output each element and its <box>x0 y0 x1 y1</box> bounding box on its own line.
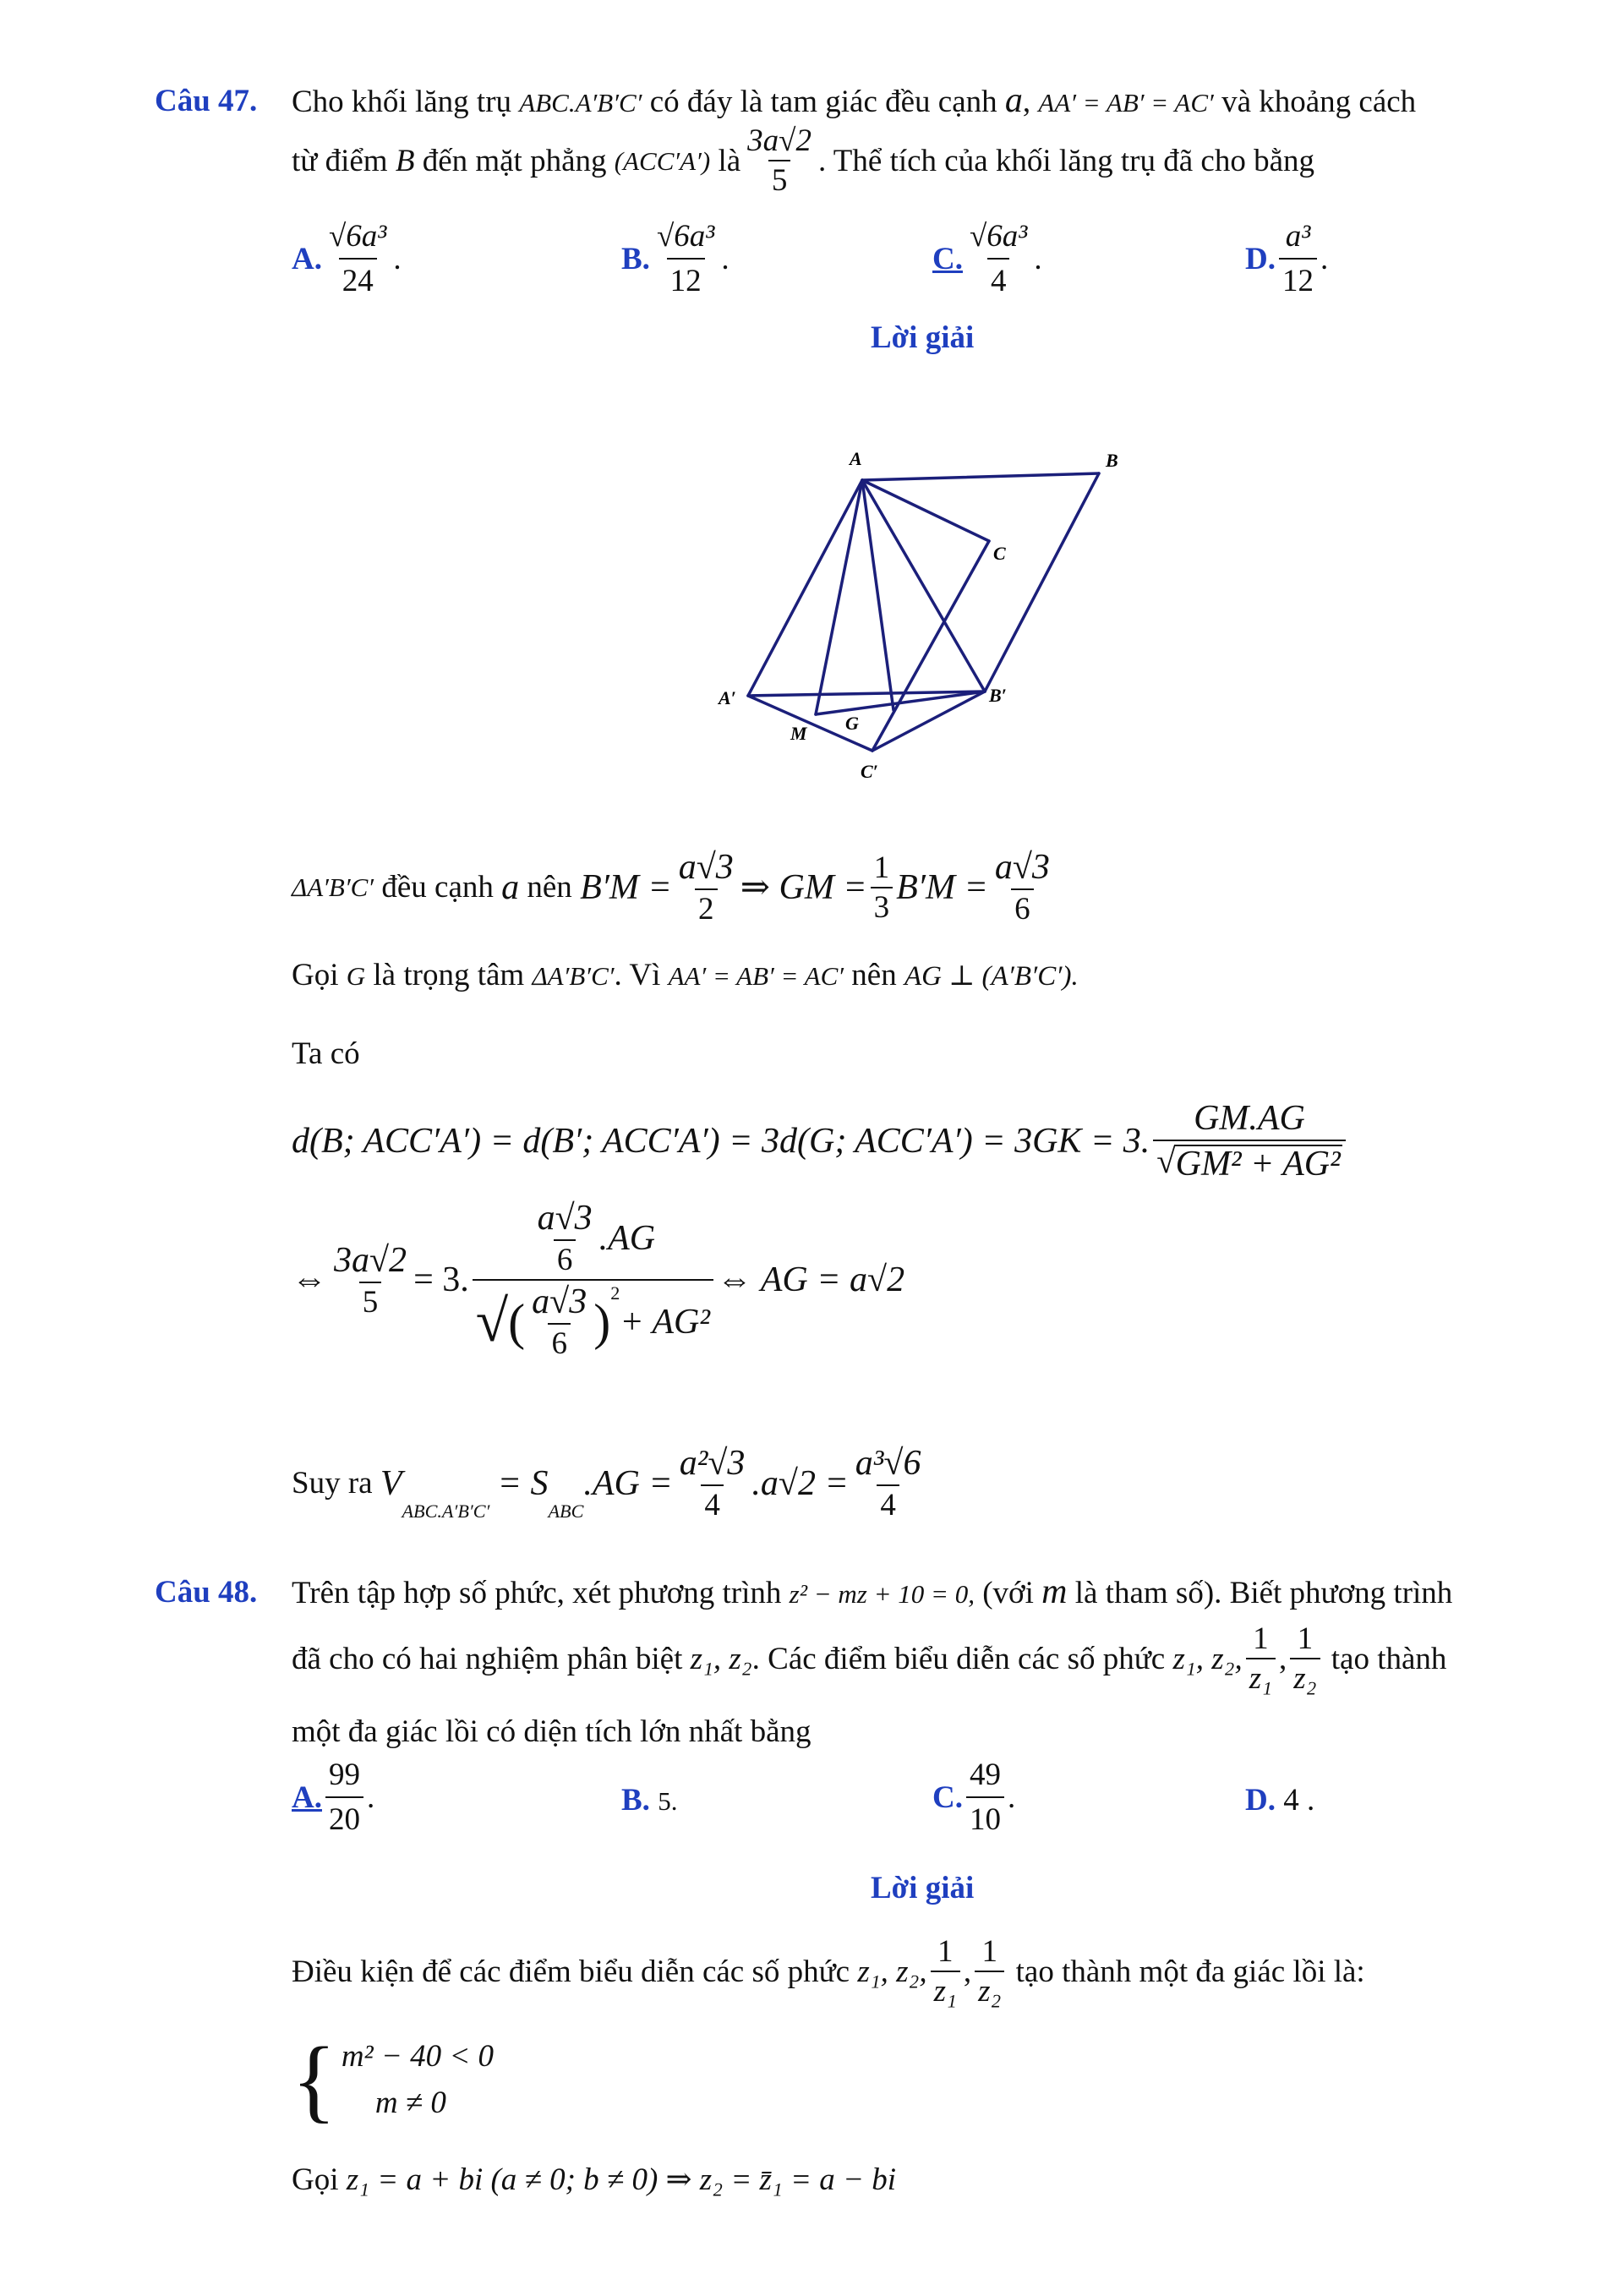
denominator: 5 <box>359 1282 382 1318</box>
text: đều cạnh <box>381 870 494 905</box>
q48-system <box>292 2028 495 2131</box>
numerator: a³√6 <box>855 1444 921 1483</box>
text: Gọi <box>292 958 339 992</box>
numerator: 1 <box>873 850 890 885</box>
result: ⇔ AG = a√2 <box>716 1260 905 1299</box>
q47-step6 <box>292 1446 927 1521</box>
option-key: B. <box>621 1783 650 1818</box>
expr: = 3. <box>413 1260 469 1299</box>
text: Trên tập hợp số phức, xét phương trình <box>292 1576 782 1610</box>
q47-solution-title: Lời giải <box>871 320 975 355</box>
option-key: D. <box>1245 1783 1276 1818</box>
text: đến mặt phẳng <box>422 143 607 178</box>
perpendicular: AG ⊥ (A′B′C′). <box>904 961 1079 992</box>
label-b: B <box>1106 450 1118 471</box>
q48-line1 <box>292 1574 1452 1610</box>
area: = S <box>497 1463 549 1503</box>
brace: { <box>292 2028 336 2131</box>
denominator: 10 <box>966 1796 1004 1838</box>
q48-step1: Điều kiện để các điểm biểu diễn các số phức z₁, z₂, $\frac{1}{\text{z₁}}$ , $\frac{1}{\text{z₂}}$ tạo thành một đa giác lồi là: <box>292 1934 1365 2009</box>
subscript: ABC.A′B′C′ <box>402 1500 490 1522</box>
text: (với <box>982 1576 1034 1610</box>
text: . Thể tích của khối lăng trụ đã cho bằng <box>817 143 1315 178</box>
var-m: m <box>1041 1572 1068 1611</box>
numerator: a√3 <box>537 1199 593 1238</box>
option-value: 4 . <box>1283 1783 1315 1818</box>
q47-option-d[interactable]: D. $\frac{\text{a³}}{12}$ . <box>1245 219 1329 298</box>
edge-aap <box>748 480 862 696</box>
edge-bbp <box>985 473 1099 692</box>
denominator: 2 <box>695 888 718 925</box>
numerator: 3a√2 <box>747 123 812 158</box>
q47-option-a[interactable]: A. $\frac{\text{√6a³}}{24}$ . <box>292 219 402 298</box>
option-value: 5. <box>658 1786 678 1816</box>
var-a: a <box>1004 81 1023 120</box>
label-g: G <box>845 713 859 734</box>
denominator: 4 <box>701 1484 724 1521</box>
text: nên <box>527 870 572 905</box>
label-ap: A′ <box>719 687 736 708</box>
denominator: 5 <box>768 160 791 196</box>
prism-figure <box>702 440 1141 812</box>
text: là trọng tâm <box>373 958 525 992</box>
label-c: C <box>993 543 1006 564</box>
subscript: ABC <box>548 1500 584 1522</box>
condition: AA′ = AB′ = AC′ <box>668 961 844 991</box>
big-fraction: $\frac{a√3}{6}$ .AG √ ( $\frac{a√3}{6}$ ) $^2$ + AG² <box>473 1200 713 1359</box>
text: . Vì <box>614 958 661 992</box>
q47-step2 <box>292 959 1079 991</box>
denominator: 4 <box>877 1484 899 1521</box>
q48-line2: đã cho có hai nghiệm phân biệt z₁, z₂ . Các điểm biểu diễn các số phức z₁, z₂, $\frac{1}{\text{z₁}}$ , $\frac{1}{\text{z₂}}$ tạo thành <box>292 1621 1447 1696</box>
text: có đáy là tam giác đều cạnh <box>649 85 997 119</box>
roots: z₁, z₂ <box>690 1641 752 1676</box>
numerator: √6a³ <box>328 219 387 254</box>
numerator: 1 <box>937 1934 954 1969</box>
expr: z₁ = a + bi (a ≠ 0; b ≠ 0) ⇒ z₂ = z̄₁ = a − bi <box>346 2162 897 2197</box>
expr: .AG <box>598 1218 656 1258</box>
numerator: a²√3 <box>679 1444 746 1483</box>
text: đã cho có hai nghiệm phân biệt <box>292 1641 683 1676</box>
text: là <box>718 143 741 178</box>
numerator: 1 <box>981 1934 998 1969</box>
numerator: 3a√2 <box>334 1240 407 1280</box>
text: . Các điểm biểu diễn các số phức <box>751 1641 1166 1676</box>
q47-step4: d(B; ACC′A′) = d(B′; ACC′A′) = 3d(G; ACC′A′) = 3GK = 3. GM.AG √ GM² + AG² <box>292 1101 1349 1182</box>
label-a: A <box>850 448 862 469</box>
q47-line1: Cho khối lăng trụ ABC.A′B′C′ có đáy là tam giác đều cạnh a, AA′ = AB′ = AC′ và khoảng cách <box>292 81 1417 120</box>
radicand: GM² + AG² <box>1175 1145 1341 1184</box>
denominator: z₁ <box>1246 1658 1276 1694</box>
text: từ điểm <box>292 143 388 178</box>
q48-option-d[interactable] <box>1245 1782 1314 1818</box>
option-key-correct: C. <box>932 241 963 276</box>
numerator: a√3 <box>678 848 734 887</box>
volume: V <box>380 1463 402 1503</box>
numerator: a³ <box>1285 219 1311 254</box>
denominator: z₂ <box>1290 1658 1320 1694</box>
text: tạo thành <box>1331 1641 1447 1676</box>
denominator: 6 <box>554 1239 577 1276</box>
edge-ag <box>862 480 893 710</box>
var-a: a <box>501 867 520 907</box>
question-47-label: Câu 47. <box>155 84 258 118</box>
iff: ⇔ <box>292 1260 327 1299</box>
denominator: 20 <box>325 1796 363 1838</box>
text: và khoảng cách <box>1221 85 1417 119</box>
q48-option-b[interactable] <box>621 1782 677 1818</box>
denominator: 6 <box>548 1323 571 1359</box>
numerator: 1 <box>1297 1621 1314 1656</box>
condition-2: m ≠ 0 <box>374 2086 446 2120</box>
numerator: √6a³ <box>969 219 1028 254</box>
triangle: ΔA′B′C′ <box>532 961 615 991</box>
question-48-label: Câu 48. <box>155 1575 258 1610</box>
numerator: a√3 <box>994 848 1050 887</box>
denominator: z₂ <box>975 1971 1004 2007</box>
numerator: 99 <box>328 1758 360 1792</box>
distance-expr: d(B; ACC′A′) = d(B′; ACC′A′) = 3d(G; ACC′A′) = 3GK = 3. <box>292 1122 1150 1161</box>
point-b: B <box>395 143 415 178</box>
denominator: 3 <box>871 887 893 923</box>
denominator: 6 <box>1011 888 1034 925</box>
triangle: ΔA′B′C′ <box>292 872 374 902</box>
plane: (ACC′A′) <box>614 145 711 176</box>
edge-ab <box>862 473 1099 480</box>
text: Suy ra <box>292 1466 373 1501</box>
option-key: D. <box>1245 241 1276 276</box>
edge-am <box>816 480 862 714</box>
q48-solution-title: Lời giải <box>871 1871 975 1905</box>
point-g: G <box>346 961 366 991</box>
option-key-correct: A. <box>292 1779 322 1815</box>
numerator: GM.AG <box>1194 1099 1305 1138</box>
equation: z² − mz + 10 = 0, <box>789 1579 975 1609</box>
q47-option-b[interactable]: B. $\frac{\text{√6a³}}{12}$ . <box>621 219 730 298</box>
numerator: 1 <box>1253 1621 1269 1656</box>
text: Gọi <box>292 2162 339 2197</box>
q47-step5 <box>292 1200 904 1359</box>
condition-1: m² − 40 < 0 <box>341 2039 495 2074</box>
expr: .a√2 = <box>751 1463 849 1503</box>
numerator: 49 <box>969 1758 1001 1792</box>
expr: + AG² <box>620 1302 710 1342</box>
text: Cho khối lăng trụ <box>292 85 512 119</box>
text: Điều kiện để các điểm biểu diễn các số phức <box>292 1954 850 1989</box>
denominator: 12 <box>667 258 705 299</box>
prism-name: ABC.A′B′C′ <box>519 88 642 118</box>
expr: .AG = <box>583 1463 673 1503</box>
q48-option-a[interactable]: A. $\frac{99}{20}$ . <box>292 1758 375 1837</box>
q48-step2 <box>292 2164 896 2195</box>
text: nên <box>851 958 897 992</box>
q47-step1 <box>292 850 1057 925</box>
text: là tham số). Biết phương trình <box>1074 1576 1453 1610</box>
q47-option-c[interactable]: C. $\frac{\text{√6a³}}{4}$ . <box>932 219 1042 298</box>
option-key: B. <box>621 241 650 276</box>
label-m: M <box>790 723 807 744</box>
denominator: z₁ <box>931 1971 960 2007</box>
q48-option-c[interactable]: C. $\frac{49}{10}$ . <box>932 1758 1016 1837</box>
denominator: 24 <box>339 258 377 299</box>
label-bp: B′ <box>989 685 1007 706</box>
numerator: a√3 <box>532 1282 587 1321</box>
option-key: C. <box>932 1779 963 1815</box>
points: z₁, z₂, <box>857 1954 927 1989</box>
option-key: A. <box>292 241 322 276</box>
expr: B′M = <box>580 867 672 907</box>
expr: ⇒ GM = <box>740 867 867 907</box>
text: tạo thành một đa giác lồi là: <box>1015 1954 1365 1989</box>
points: z₁, z₂, <box>1172 1641 1243 1676</box>
q47-line2 <box>292 125 1314 196</box>
numerator: √6a³ <box>656 219 715 254</box>
denominator: 4 <box>987 258 1010 299</box>
distance-fraction <box>744 125 815 196</box>
q48-line3: một đa giác lồi có diện tích lớn nhất bằng <box>292 1714 812 1749</box>
expr: B′M = <box>896 867 988 907</box>
denominator: 12 <box>1279 258 1317 299</box>
condition: AA′ = AB′ = AC′ <box>1038 88 1214 118</box>
q47-step3: Ta có <box>292 1036 360 1071</box>
label-cp: C′ <box>861 761 878 782</box>
